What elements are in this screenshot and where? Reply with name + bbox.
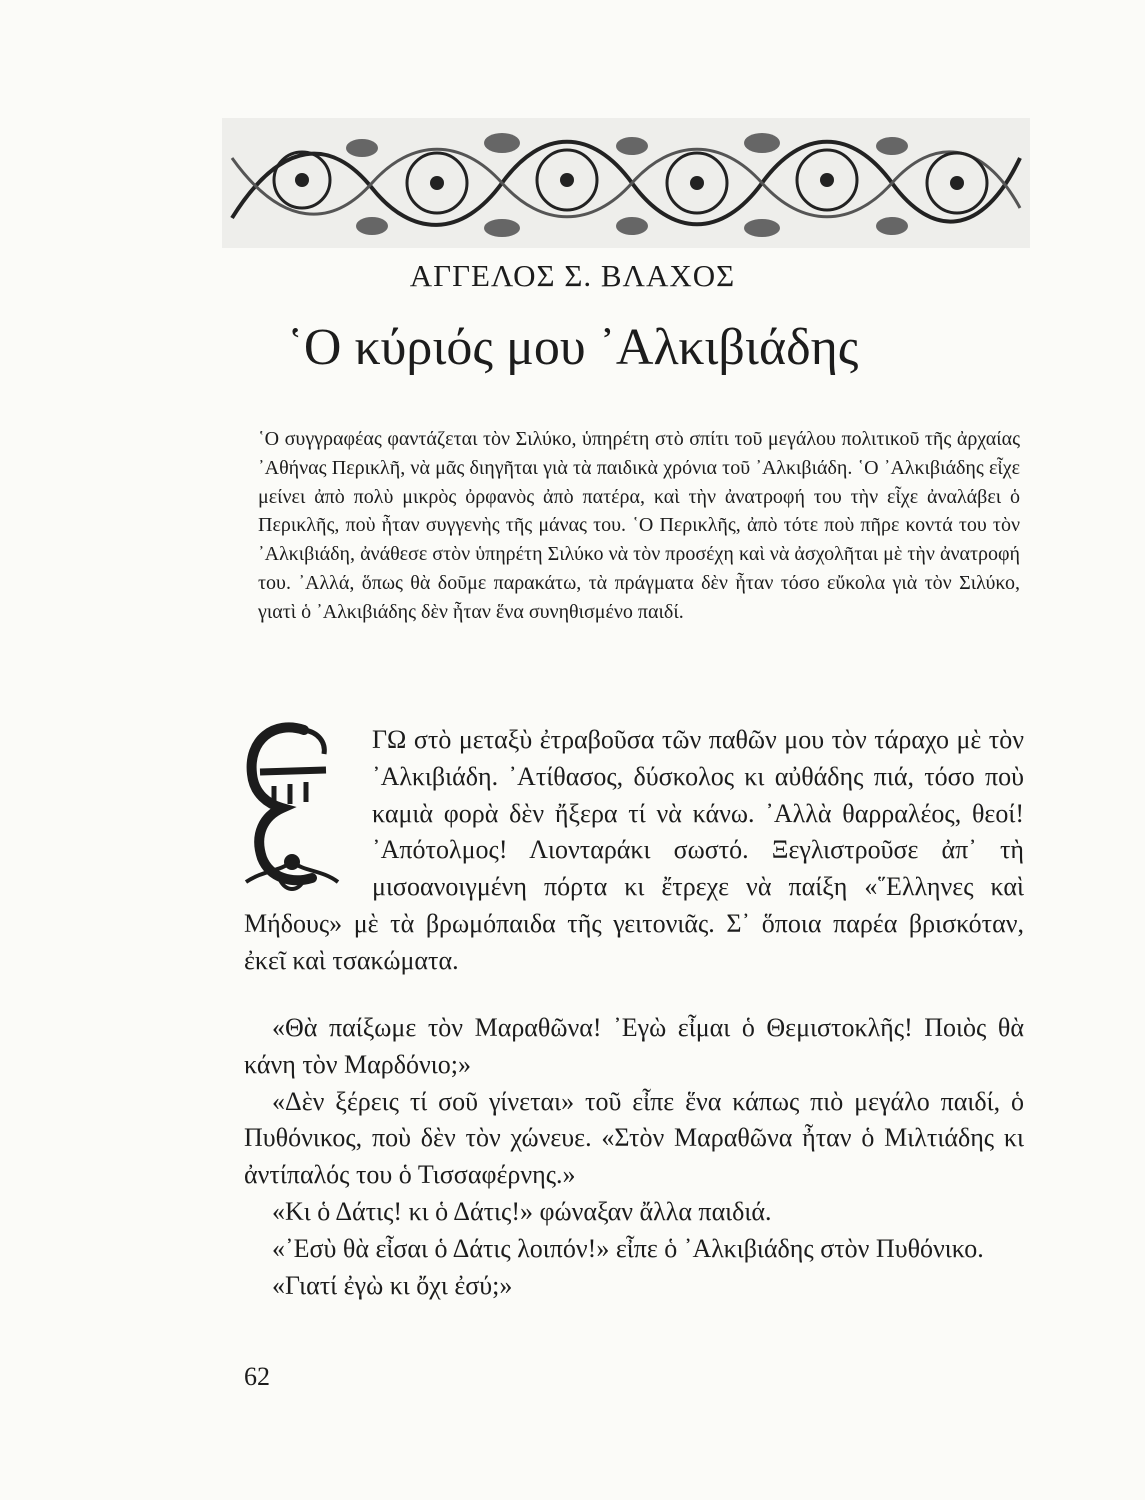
story-paragraph: «Δὲν ξέρεις τί σοῦ γίνεται» τοῦ εἶπε ἕνα κάπως πιὸ μεγάλο παιδί, ὁ Πυθόνικος, ποὺ δὲν τὸν χώνευε. «Στὸν Μαραθῶνα ἦταν ὁ Μιλτιάδης κι ἀντίπαλός του ὁ Τισσαφέρνης.» <box>244 1086 1024 1190</box>
intro-paragraph: ῾Ο συγγραφέας φαντάζεται τὸν Σιλύκο, ὑπηρέτη στὸ σπίτι τοῦ μεγάλου πολιτικοῦ τῆς ἀρχαίας ᾿Αθήνας Περικλῆ, νὰ μᾶς διηγῆται γιὰ τὰ παιδικὰ χρόνια τοῦ ᾿Αλκιβιάδη. ῾Ο ᾿Αλκιβιάδης εἶχε μείνει ἀπὸ πολὺ μικρὸς ὀρφανὸς ἀπὸ πατέρα, καὶ τὴν ἀνατροφή του τὴν εἶχε ἀναλάβει ὁ Περικλῆς, ποὺ ἦταν συγγενὴς τῆς μάνας του. ῾Ο Περικλῆς, ἀπὸ τότε ποὺ πῆρε κοντά του τὸν ᾿Αλκιβιάδη, ἀνάθεσε στὸν ὑπηρέτη Σιλύκο νὰ τὸν προσέχη καὶ νὰ ἀσχολῆται μὲ τὴν ἀνατροφή του. ᾿Αλλά, ὅπως θὰ δοῦμε παρακάτω, τὰ πράγματα δὲν ἦταν τόσο εὔκολα γιὰ τὸν Σιλύκο, γιατὶ ὁ ᾿Αλκιβιάδης δὲν ἦταν ἕνα συνηθισμένο παιδί. <box>258 428 1020 623</box>
story-paragraph: ΓΩ στὸ μεταξὺ ἐτραβοῦσα τῶν παθῶν μου τὸν τάραχο μὲ τὸν ᾿Αλκιβιάδη. ᾿Ατίθασος, δύσκολος κι αὐθάδης πιά, τόσο ποὺ καμιὰ φορὰ δὲν ἤξερα τί νὰ κάνω. ᾿Αλλὰ θαρραλέος, θεοί! ᾿Απότολμος! Λιονταράκι σωστό. Ξεγλιστροῦσε ἀπ᾿ τὴ μισοανοιγμένη πόρτα κι ἔτρεχε νὰ παίξη «῞Ελληνες καὶ Μήδους» μὲ τὰ βρωμόπαιδα τῆς γειτονιᾶς. Σ᾿ ὅποια παρέα βρισκόταν, ἐκεῖ καὶ τσακώματα. <box>244 725 1024 975</box>
story-opening <box>244 722 1024 980</box>
page-title: ῾Ο κύριός μου ᾿Αλκιβιάδης <box>286 319 859 376</box>
story-paragraph: «᾿Εσὺ θὰ εἶσαι ὁ Δάτις λοιπόν!» εἶπε ὁ ᾿Αλκιβιάδης στὸν Πυθόνικο. <box>272 1233 984 1263</box>
story-paragraph: «Θὰ παίξωμε τὸν Μαραθῶνα! ᾿Εγὼ εἶμαι ὁ Θεμιστοκλῆς! Ποιὸς θὰ κάνη τὸν Μαρδόνιο;» <box>244 1013 1024 1079</box>
story-paragraph: «Γιατί ἐγὼ κι ὄχι ἐσύ;» <box>272 1270 513 1300</box>
decorative-vine-border <box>222 118 1030 248</box>
story-paragraph: «Κι ὁ Δάτις! κι ὁ Δάτις!» φώναξαν ἄλλα παιδιά. <box>272 1196 772 1226</box>
author-name: ΑΓΓΕΛΟΣ Σ. ΒΛΑΧΟΣ <box>409 258 736 293</box>
intro-summary <box>258 425 1020 627</box>
story-dialogue <box>244 1010 1024 1304</box>
page-number: 62 <box>244 1362 270 1391</box>
